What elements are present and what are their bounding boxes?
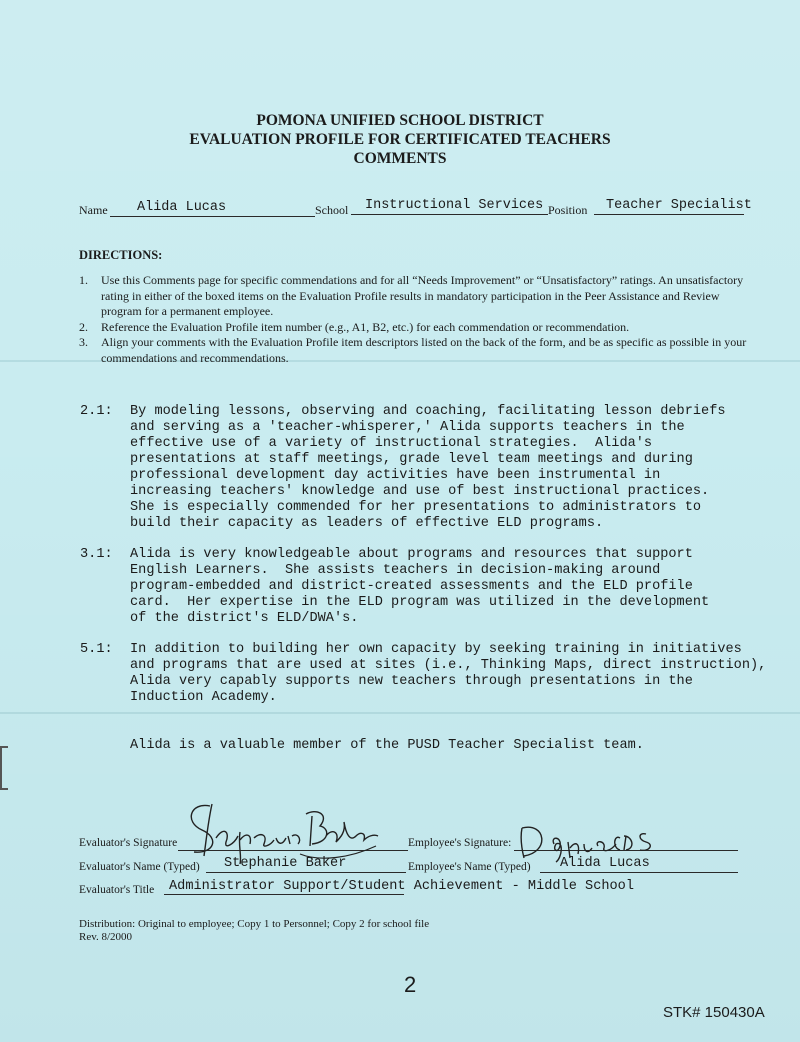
direction-text: Use this Comments page for specific commendations and for all “Needs Improvement” or “Unsatisfactory” ratings. An unsatisfactory rating in either of the boxed items on the Evaluation Profile results in mandatory participation in the Peer Assistance and Review program for a permanent employee. — [101, 273, 744, 319]
comment-item-number: 3.1: — [80, 547, 113, 562]
school-value: Instructional Services — [365, 198, 544, 213]
direction-number: 3. — [79, 335, 88, 350]
distribution-note — [79, 918, 429, 944]
name-label: Name — [79, 203, 108, 217]
comment-text: Alida is very knowledgeable about programs and resources that support English Learners. She assists teachers in decision-making around program-embedded and district-created assessments and the ELD profile card. Her expertise in the ELD program was utilized in the development of the district's ELD/DWA's. — [130, 547, 710, 626]
school-field — [351, 198, 548, 215]
district-title: POMONA UNIFIED SCHOOL DISTRICT — [256, 112, 544, 129]
position-value: Teacher Specialist — [606, 198, 752, 213]
distribution-line: Distribution: Original to employee; Copy 1 to Personnel; Copy 2 for school file — [79, 918, 430, 930]
revision-line: Rev. 8/2000 — [79, 931, 133, 943]
stock-number: STK# 150430A — [663, 1004, 765, 1021]
page-number: 2 — [404, 972, 417, 997]
direction-number: 2. — [79, 319, 88, 334]
form-title: EVALUATION PROFILE FOR CERTIFICATED TEACHERS — [189, 131, 611, 148]
staple-mark — [0, 746, 8, 790]
direction-text: Reference the Evaluation Profile item number (e.g., A1, B2, etc.) for each commendation or recommendation. — [101, 319, 630, 334]
comment-text: By modeling lessons, observing and coaching, facilitating lesson debriefs and serving as a 'teacher-whisperer,' Alida supports teachers in the effective use of a variety of instructional strategies. Alida's presentations at staff meetings, grade level team meetings and during professional development day activities have been instrumental in increasing teachers' knowledge and use of best instructional practices. She is especially commended for her presentations to administrators to build their capacity as leaders of effective ELD programs. — [130, 404, 726, 531]
direction-item — [79, 273, 749, 320]
name-field — [110, 200, 315, 217]
comment-item-number: 2.1: — [80, 404, 113, 419]
position-label: Position — [548, 203, 588, 217]
evaluator-title-label: Evaluator's Title — [79, 884, 155, 896]
direction-number: 1. — [79, 273, 88, 287]
paper-crease — [0, 712, 800, 714]
evaluator-signature-label: Evaluator's Signature — [79, 837, 178, 849]
comment-item-number: 5.1: — [80, 642, 113, 657]
direction-text: Align your comments with the Evaluation Profile item descriptors listed on the back of the form, and be as specific as possible in your commendations and recommendations. — [101, 335, 747, 365]
comment-block — [80, 642, 780, 705]
employee-signature-label: Employee's Signature: — [408, 837, 512, 849]
direction-item — [79, 320, 749, 336]
section-title: COMMENTS — [353, 150, 447, 167]
comment-text: In addition to building her own capacity by seeking training in initiatives and programs that are used at sites (i.e., Thinking Maps, direct instruction), Alida very capably supports new teachers through presentations in the Induction Academy. — [130, 642, 767, 705]
comment-block — [80, 547, 780, 626]
form-header — [0, 111, 800, 168]
employee-name-value: Alida Lucas — [560, 856, 650, 871]
position-field — [594, 198, 752, 215]
evaluator-name-value: Stephanie Baker — [224, 856, 347, 871]
evaluator-title-value: Administrator Support/Student Achievement - Middle School — [169, 879, 634, 894]
evaluator-name-label: Evaluator's Name (Typed) — [79, 861, 200, 873]
directions-title: DIRECTIONS: — [79, 248, 163, 262]
direction-item — [79, 335, 749, 366]
school-label: School — [315, 203, 349, 217]
directions-list — [79, 273, 749, 367]
employee-name-label: Employee's Name (Typed) — [408, 861, 531, 873]
comment-block — [80, 404, 780, 531]
name-value: Alida Lucas — [137, 200, 227, 215]
closing-statement: Alida is a valuable member of the PUSD Teacher Specialist team. — [130, 738, 644, 753]
